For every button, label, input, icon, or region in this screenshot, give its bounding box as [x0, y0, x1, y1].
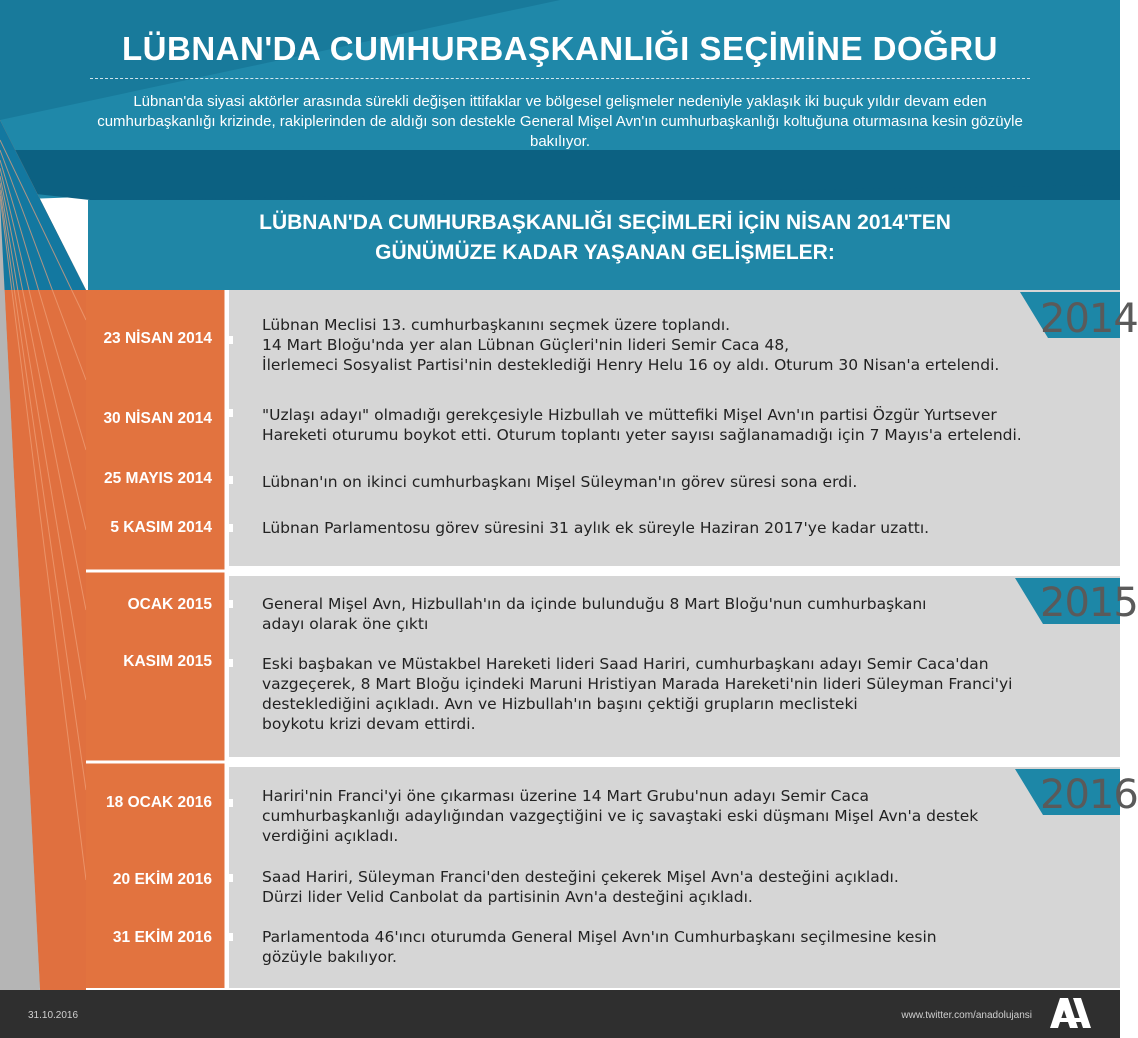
year-label-2015: 2015	[1040, 580, 1138, 626]
event-text	[262, 867, 1062, 907]
event-line: Saad Hariri, Süleyman Franci'den desteğini çekerek Mişel Avn'a desteğini açıkladı.	[262, 868, 899, 886]
event-line: Hariri'nin Franci'yi öne çıkarması üzerine 14 Mart Grubu'nun adayı Semir Caca	[262, 787, 869, 805]
footer-twitter-link[interactable]: www.twitter.com/anadolujansi	[901, 1010, 1032, 1021]
event-date: 31 EKİM 2016	[112, 929, 212, 946]
event-date: KASIM 2015	[123, 653, 212, 670]
subtitle-line-2: GÜNÜMÜZE KADAR YAŞANAN GELİŞMELER:	[375, 241, 835, 264]
intro-text: Lübnan'da siyasi aktörler arasında sürekli değişen ittifaklar ve bölgesel gelişmeler nedeniyle yaklaşık iki buçuk yıldır devam eden cumhurbaşkanlığı krizinde, rakiplerinden de aldığı son destekle General Mişel Avn'ın cumhurbaşkanlığı koltuğuna oturmasına kesin gözüyle bakılıyor.	[97, 93, 1023, 150]
event-line: boykotu krizi devam ettirdi.	[262, 715, 476, 733]
subtitle-line-1: LÜBNAN'DA CUMHURBAŞKANLIĞI SEÇİMLERİ İÇİN NİSAN 2014'TEN	[259, 211, 951, 234]
event-date: 18 OCAK 2016	[106, 794, 212, 811]
event-line: adayı olarak öne çıktı	[262, 615, 429, 633]
event-line: vazgeçerek, 8 Mart Bloğu içindeki Maruni Hristiyan Marada Hareketi'nin lideri Süleyman Franci'yi	[262, 675, 1013, 693]
event-line: General Mişel Avn, Hizbullah'ın da içinde bulunduğu 8 Mart Bloğu'nun cumhurbaşkanı	[262, 595, 927, 613]
timeline-bullet	[225, 659, 233, 667]
timeline-bullet	[225, 476, 233, 484]
event-line: desteklediğini açıkladı. Avn ve Hizbullah'ın başını çektiği grupların meclisteki	[262, 695, 858, 713]
event-text	[262, 927, 1062, 967]
page-title: LÜBNAN'DA CUMHURBAŞKANLIĞI SEÇİMİNE DOĞRU	[122, 30, 998, 67]
event-date: 30 NİSAN 2014	[103, 410, 212, 427]
event-date: 23 NİSAN 2014	[103, 330, 212, 347]
title-divider	[90, 78, 1030, 79]
section-subtitle	[90, 208, 1120, 268]
event-line: verdiğini açıkladı.	[262, 827, 399, 845]
year-label-2014: 2014	[1040, 296, 1138, 342]
timeline-bullet	[225, 524, 233, 532]
event-line: Parlamentoda 46'ıncı oturumda General Mişel Avn'ın Cumhurbaşkanı seçilmesine kesin	[262, 928, 937, 946]
footer-date: 31.10.2016	[28, 1010, 79, 1021]
event-date: 25 MAYIS 2014	[103, 470, 212, 487]
event-line: gözüyle bakılıyor.	[262, 948, 397, 966]
event-line: İlerlemeci Sosyalist Partisi'nin desteklediği Henry Helu 16 oy aldı. Oturum 30 Nisan'a ertelendi.	[262, 356, 1000, 374]
event-line: "Uzlaşı adayı" olmadığı gerekçesiyle Hizbullah ve müttefiki Mişel Avn'ın partisi Özgür Yurtsever	[262, 406, 997, 424]
event-text	[262, 518, 1062, 538]
event-text	[262, 472, 1062, 492]
event-date: 5 KASIM 2014	[110, 519, 212, 536]
timeline-bullet	[225, 933, 233, 941]
event-line: 14 Mart Bloğu'nda yer alan Lübnan Güçleri'nin lideri Semir Caca 48,	[262, 336, 790, 354]
event-date: 20 EKİM 2016	[112, 871, 212, 888]
event-text	[262, 786, 1062, 846]
timeline-bullet	[225, 799, 233, 807]
year-label-2016: 2016	[1040, 772, 1138, 818]
timeline-bullet	[225, 409, 233, 417]
event-line: Hareketi oturumu boykot etti. Oturum toplantı yeter sayısı sağlanamadığı için 7 Mayıs'a ertelendi.	[262, 426, 1022, 444]
timeline-bullet	[225, 336, 233, 344]
event-line: Lübnan Meclisi 13. cumhurbaşkanını seçmek üzere toplandı.	[262, 316, 731, 334]
event-text	[262, 594, 1062, 634]
event-line: Lübnan'ın on ikinci cumhurbaşkanı Mişel Süleyman'ın görev süresi sona erdi.	[262, 473, 858, 491]
event-line: Eski başbakan ve Müstakbel Hareketi lideri Saad Hariri, cumhurbaşkanı adayı Semir Caca'dan	[262, 655, 989, 673]
event-text	[262, 405, 1062, 445]
timeline-bullet	[225, 874, 233, 882]
aa-logo-icon	[1046, 996, 1092, 1030]
event-text	[262, 654, 1062, 734]
event-line: cumhurbaşkanlığı adaylığından vazgeçtiğini ve iç savaştaki eski düşmanı Mişel Avn'a destek	[262, 807, 979, 825]
event-line: Lübnan Parlamentosu görev süresini 31 aylık ek süreyle Haziran 2017'ye kadar uzattı.	[262, 519, 930, 537]
event-line: Dürzi lider Velid Canbolat da partisinin Avn'a desteğini açıkladı.	[262, 888, 753, 906]
event-date: OCAK 2015	[127, 596, 212, 613]
timeline-bullet	[225, 600, 233, 608]
event-text	[262, 315, 1062, 375]
